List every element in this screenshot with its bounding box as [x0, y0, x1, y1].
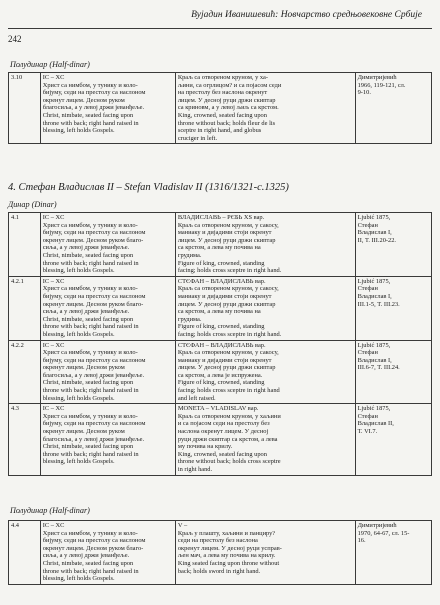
- coin-table-dinar: [8, 212, 432, 476]
- obverse-description-line: окренут лицем. Десном руком благо-: [42, 300, 144, 308]
- obverse-description-line: Христ са нимбом, у тунику и коло-: [42, 529, 138, 537]
- coin-row: [9, 521, 432, 585]
- obverse-description-line: throne with back; right hand raised in: [42, 450, 139, 458]
- reference: [355, 521, 431, 585]
- reverse-description-line: facing; holds cross sceptre in right hand.: [177, 330, 282, 338]
- obverse-description-line: Христ са нимбом, у тунику и коло-: [42, 285, 138, 293]
- reverse-description-line: Краљ са отвореном круном, у хаљини: [177, 412, 281, 420]
- reverse-description-line: грудима.: [177, 315, 202, 323]
- obverse-description-line: blessing, left holds Gospels.: [42, 394, 115, 402]
- catalogue-number: 3.10: [9, 73, 41, 144]
- section-subtitle-half-dinar-2: Полудинар (Half-dinar): [10, 506, 90, 515]
- reference-line: 1966, 119-121, сл.: [357, 81, 406, 89]
- obverse-description-line: Christ, nimbate, seated facing upon: [42, 559, 134, 567]
- reverse-description-line: СТЄФАН – ВЛАДИСЛАВЬ вар.: [177, 341, 266, 349]
- reverse-description-line: са крстом, а лева му почива на: [177, 244, 261, 252]
- obverse-description-line: благосиља, а у левој држи јеванђеље.: [42, 104, 145, 112]
- obverse-description-line: Christ, nimbate, seated facing upon: [42, 315, 134, 323]
- coin-table-half-dinar-1: [8, 72, 432, 144]
- reference: [355, 276, 431, 340]
- obverse-description-line: Christ, nimbate, seated facing upon: [42, 379, 134, 387]
- page-number: 242: [8, 34, 22, 44]
- reverse-description-line: cruciger in left.: [177, 134, 218, 142]
- reverse-description-line: љини, са огрлицом? и са појасом седи: [177, 81, 282, 89]
- obverse-description-line: throne with back; right hand raised in: [42, 259, 139, 267]
- obverse-description: [40, 404, 175, 475]
- reference-line: Димитријевић: [357, 522, 397, 529]
- reverse-description-line: facing; holds cross sceptre in right hand.: [177, 267, 282, 275]
- reverse-description: [175, 340, 355, 404]
- catalogue-number: 4.1: [9, 213, 41, 277]
- reference-line: Стефан: [357, 285, 378, 293]
- reference: [355, 404, 431, 475]
- coin-row: [9, 404, 432, 475]
- obverse-description-line: окренут лицем. Десном руком: [42, 364, 125, 372]
- obverse-description-line: IC – XC: [42, 277, 65, 285]
- obverse-description-line: blessing, left holds Gospels.: [42, 458, 115, 466]
- reverse-description-line: and left raised.: [177, 394, 216, 402]
- reverse-description-line: маниаку и дијадими стоји окренут: [177, 229, 272, 237]
- obverse-description: [40, 213, 175, 277]
- reverse-description-line: му почива на крилу.: [177, 443, 233, 451]
- reverse-description-line: руци држи скиптар са крстом, а лева: [177, 435, 278, 443]
- reference-line: 1970, 64-67, сл. 15-: [357, 529, 410, 537]
- obverse-description-line: Христ са нимбом, у тунику и коло-: [42, 412, 138, 420]
- obverse-description-line: окренут лицем. Десном руком: [42, 96, 125, 104]
- reference-line: III.6-7, T. III.24.: [357, 364, 400, 372]
- reference-line: Ljubić 1875,: [357, 341, 391, 349]
- reverse-description: [175, 404, 355, 475]
- reverse-description-line: Краљ са отвореном круном, у сакосу,: [177, 221, 279, 229]
- reverse-description-line: Figure of king, crowned, standing: [177, 379, 265, 387]
- reverse-description: [175, 213, 355, 277]
- coin-row: [9, 340, 432, 404]
- reverse-description-line: ВЛАДИСЛАВЬ – РЄБЬ ХS вар.: [177, 214, 265, 221]
- obverse-description-line: бијуму, седи на престолу са наслоном: [42, 292, 146, 300]
- coin-row: [9, 276, 432, 340]
- obverse-description-line: IC – XC: [42, 214, 65, 221]
- reference-line: Т. VI.7.: [357, 428, 378, 436]
- reverse-description-line: Краљ са отвореном круном, у сакосу,: [177, 285, 279, 293]
- reverse-description-line: са криновм, а у левој љиљ са крстом.: [177, 104, 279, 112]
- reverse-description: [175, 73, 355, 144]
- obverse-description-line: IC – XC: [42, 522, 65, 529]
- obverse-description-line: Christ, nimbate, seated facing upon: [42, 251, 134, 259]
- obverse-description-line: Christ, nimbate, seated facing upon: [42, 443, 134, 451]
- ruler-heading: 4. Стефан Владислав II – Stefan Vladislav II (1316/1321-c.1325): [8, 182, 289, 193]
- obverse-description-line: бијуму, седи на престолу са наслоном: [42, 537, 146, 545]
- obverse-description-line: сиља, а у левој држи јеванђеље.: [42, 552, 130, 560]
- reverse-description-line: facing; holds cross sceptre in right hand: [177, 387, 280, 395]
- obverse-description-line: blessing, left holds Gospels.: [42, 575, 115, 583]
- obverse-description-line: сиља, а у левој држи јеванђеље.: [42, 308, 130, 316]
- reference-line: II, Т. III.20-22.: [357, 236, 397, 244]
- reference-line: Стефан: [357, 412, 378, 420]
- reverse-description-line: King seated facing upon throne without: [177, 559, 280, 567]
- reverse-description-line: и са појасом седи на престолу без: [177, 420, 270, 428]
- reference: [355, 73, 431, 144]
- reverse-description-line: V –: [177, 522, 188, 529]
- catalogue-number: 4.3: [9, 404, 41, 475]
- reverse-description-line: наслона окренут лицем. У десној: [177, 428, 269, 436]
- obverse-description-line: бијуму, седи на престолу са наслоном: [42, 356, 146, 364]
- reverse-description-line: са крстом, а лева му почива на: [177, 308, 261, 316]
- reverse-description-line: маниаку и дијадими стоји окренут: [177, 356, 272, 364]
- reference-line: Ljubić 1875,: [357, 214, 391, 221]
- reverse-description-line: back; holds sword in right hand.: [177, 567, 261, 575]
- obverse-description-line: Христ са нимбом, у тунику и коло-: [42, 81, 138, 89]
- reverse-description-line: лицем. У десној руци држи скиптар: [177, 96, 276, 104]
- reference-line: 9-10.: [357, 89, 371, 97]
- obverse-description-line: Христ са нимбом, у тунику и коло-: [42, 221, 138, 229]
- obverse-description-line: бијуму, седи на престолу са наслоном: [42, 89, 146, 97]
- reference-line: Ljubić 1875,: [357, 277, 391, 285]
- section-subtitle-half-dinar-1: Полудинар (Half-dinar): [10, 60, 90, 69]
- reverse-description-line: грудима.: [177, 251, 202, 259]
- reverse-description-line: Figure of king, crowned, standing: [177, 323, 265, 331]
- obverse-description-line: бијуму, седи на престолу са наслоном: [42, 420, 146, 428]
- reference-line: Димитријевић: [357, 74, 397, 81]
- coin-row: [9, 73, 432, 144]
- reference-line: III.1-5, T. III.23.: [357, 300, 400, 308]
- coin-row: [9, 213, 432, 277]
- reverse-description-line: седи на престолу без наслона: [177, 537, 258, 545]
- reference-line: Владислав I,: [357, 292, 392, 300]
- reverse-description-line: лицем. У десној руци држи скиптар: [177, 236, 276, 244]
- reverse-description-line: на престолу без наслона окренут: [177, 89, 268, 97]
- obverse-description: [40, 340, 175, 404]
- obverse-description-line: бијуму, седи на престолу са наслоном: [42, 229, 146, 237]
- section-subtitle-dinar: Динар (Dinar): [8, 200, 57, 209]
- header-rule: [8, 28, 432, 29]
- obverse-description-line: окренут лицем. Десном руком: [42, 428, 125, 436]
- reference-line: Владислав II,: [357, 420, 394, 428]
- reverse-description: [175, 276, 355, 340]
- obverse-description-line: IC – XC: [42, 341, 65, 349]
- obverse-description-line: throne with back; right hand raised in: [42, 119, 139, 127]
- reverse-description-line: са крстом, а лева је испружена.: [177, 371, 263, 379]
- reverse-description-line: Краљ у плашту, хаљини и панциру?: [177, 529, 276, 537]
- obverse-description-line: окренут лицем. Десном руком благо-: [42, 236, 144, 244]
- reverse-description-line: sceptre in right hand, and globus: [177, 127, 262, 135]
- obverse-description-line: blessing, left holds Gospels.: [42, 127, 115, 135]
- reverse-description: [175, 521, 355, 585]
- reference-line: 16.: [357, 537, 366, 545]
- obverse-description: [40, 521, 175, 585]
- reverse-description-line: Краљ са отвореном круном, у ха-: [177, 74, 268, 81]
- obverse-description: [40, 276, 175, 340]
- reverse-description-line: Краљ са отвореном круном, у сакосу,: [177, 349, 279, 357]
- catalogue-number: 4.2.1: [9, 276, 41, 340]
- obverse-description-line: throne with back; right hand raised in: [42, 323, 139, 331]
- catalogue-number: 4.2.2: [9, 340, 41, 404]
- reverse-description-line: King, crowned, seated facing upon: [177, 111, 267, 119]
- obverse-description-line: blessing, left holds Gospels.: [42, 267, 115, 275]
- reverse-description-line: лицем. У десној руци држи скиптар: [177, 300, 276, 308]
- reverse-description-line: Figure of king, crowned, standing: [177, 259, 265, 267]
- reverse-description-line: throne without back; holds fleur de lis: [177, 119, 276, 127]
- reference-line: Владислав I,: [357, 229, 392, 237]
- reverse-description-line: СТЄФАН – ВЛАДИСЛАВЬ вар.: [177, 277, 266, 285]
- reference-line: Ljubić 1875,: [357, 405, 391, 413]
- reverse-description-line: маниаку и дијадими стоји окренут: [177, 292, 272, 300]
- obverse-description-line: Christ, nimbate, seated facing upon: [42, 111, 134, 119]
- obverse-description-line: благосиља, а у левој држи јеванђеље.: [42, 371, 145, 379]
- obverse-description-line: Христ са нимбом, у тунику и коло-: [42, 349, 138, 357]
- reverse-description-line: окренут лицем. У десној руци усправ-: [177, 544, 282, 552]
- obverse-description-line: throne with back; right hand raised in: [42, 387, 139, 395]
- obverse-description-line: IC – XC: [42, 405, 65, 413]
- reverse-description-line: MONETA – VLADISLAV вар.: [177, 405, 259, 413]
- obverse-description-line: blessing, left holds Gospels.: [42, 330, 115, 338]
- reverse-description-line: throne without back; holds cross sceptre: [177, 458, 281, 466]
- reference: [355, 213, 431, 277]
- reference-line: Стефан: [357, 221, 378, 229]
- reference: [355, 340, 431, 404]
- reverse-description-line: љен мач, а лева му почива на крилу.: [177, 552, 276, 560]
- coin-table-half-dinar-2: [8, 520, 432, 585]
- obverse-description-line: окренут лицем. Десном руком благо-: [42, 544, 144, 552]
- obverse-description-line: сиља, а у левој држи јеванђеље.: [42, 244, 130, 252]
- reverse-description-line: King, crowned, seated facing upon: [177, 450, 267, 458]
- obverse-description-line: благосиља, а у левој држи јеванђеље.: [42, 435, 145, 443]
- reverse-description-line: in right hand.: [177, 466, 213, 473]
- running-title: Вујадин Иванишевић: Новчарство средњовековне Србије: [191, 10, 422, 20]
- obverse-description-line: throne with back; right hand raised in: [42, 567, 139, 575]
- reference-line: Стефан: [357, 349, 378, 357]
- obverse-description-line: IC – XC: [42, 74, 65, 81]
- obverse-description: [40, 73, 175, 144]
- catalogue-number: 4.4: [9, 521, 41, 585]
- reference-line: Владислав I,: [357, 356, 392, 364]
- reverse-description-line: лицем. У десној руци држи скиптар: [177, 364, 276, 372]
